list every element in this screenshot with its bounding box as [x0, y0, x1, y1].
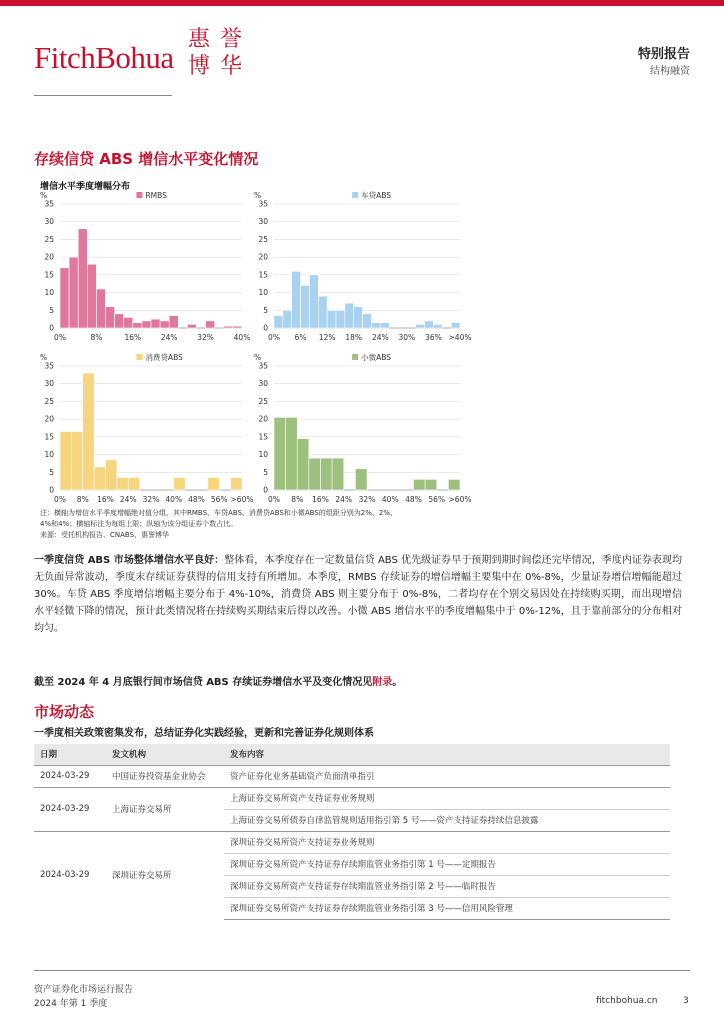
histogram-bar	[448, 479, 460, 490]
y-tick-label: 10	[44, 288, 54, 298]
org-cell: 上海证券交易所	[106, 787, 224, 831]
logo-divider	[34, 95, 172, 96]
y-tick-label: 25	[258, 396, 268, 406]
histogram-bar	[321, 458, 333, 490]
legend-label: 小微ABS	[361, 353, 392, 362]
histogram-bar	[371, 323, 380, 328]
histogram-bar	[224, 326, 233, 328]
y-tick-label: 10	[44, 450, 54, 460]
doc-cell: 上海证券交易所债券自律监管规则适用指引第 5 号——资产支持证券持续信息披露	[230, 816, 539, 826]
histogram-bar	[286, 417, 298, 490]
seal-char: 博	[187, 54, 210, 79]
y-tick-label: 10	[258, 450, 268, 460]
histogram-bar	[355, 469, 367, 490]
appendix-link[interactable]: 附录	[372, 677, 393, 688]
x-tick-label: 40%	[381, 495, 399, 504]
x-tick-label: 8%	[76, 495, 89, 504]
histogram-bar	[106, 307, 115, 328]
seal-char: 誉	[219, 27, 242, 52]
histogram-bar	[133, 323, 142, 328]
y-tick-label: 0	[49, 323, 54, 333]
x-tick-label: 16%	[124, 333, 142, 342]
histogram-bar	[208, 478, 219, 490]
histogram-bar	[60, 268, 69, 328]
analysis-body: 整体看，本季度存在一定数量信贷 ABS 优先级证券早于预期到期时间偿还完毕情况，季度内证券表现均无负面异常波动，季度末存续证券获得的信用支持有所增加。本季度，RMBS 存续证券的增信增幅主要集中在 0%-8%，少量证券增信增幅能超过 30%。车贷 ABS 季度增信增幅主要分布于 4%-10%，消费贷 ABS 则主要分布于 0%-8%，二者均存在个别交易因处在持续购买期，而出现增信水平轻微下降的情况，预计此类情况将在持续购买期结束后得以改善。小微 ABS 增信水平的季度增幅集中于 0%-12%，且于靠前部分的分布相对均匀。	[34, 555, 683, 634]
histogram-bar	[94, 467, 105, 490]
x-tick-label: 56%	[428, 495, 446, 504]
y-axis-unit-label: %	[254, 191, 262, 200]
section-title-market-news: 市场动态	[34, 703, 95, 721]
x-tick-label: 40%	[165, 495, 183, 504]
table-title: 一季度相关政策密集发布，总结证券化实践经验，更新和完善证券化规则体系	[34, 728, 374, 739]
histogram-bar	[83, 373, 94, 490]
footer-divider	[34, 970, 690, 971]
figure-title: 增信水平季度增幅分布	[40, 182, 131, 192]
histogram-bar	[233, 326, 242, 328]
y-tick-label: 30	[44, 217, 54, 227]
histogram-bar	[151, 319, 160, 328]
table-row	[34, 787, 670, 809]
column-header-content: 发布内容	[224, 744, 670, 765]
histogram-bar	[318, 296, 327, 328]
x-tick-label: 30%	[398, 333, 416, 342]
histogram-bar	[206, 321, 215, 328]
top-accent-bar	[0, 0, 724, 6]
x-tick-label: 8%	[90, 333, 103, 342]
y-tick-label: 35	[258, 199, 268, 209]
histogram-bar	[425, 321, 434, 328]
x-tick-label: 32%	[358, 495, 376, 504]
column-header-date: 日期	[34, 744, 106, 765]
legend-swatch	[136, 192, 142, 198]
histogram-bar	[414, 479, 426, 490]
report-subtype: 结构融资	[650, 66, 690, 77]
histogram-bar	[301, 285, 310, 328]
y-tick-label: 20	[44, 414, 54, 424]
org-cell: 中国证券投资基金业协会	[112, 772, 206, 782]
figure-notes	[40, 508, 480, 541]
x-tick-label: 40%	[233, 333, 251, 342]
histogram-bar	[451, 323, 460, 328]
date-cell: 2024-03-29	[40, 771, 90, 781]
org-cell: 深圳证券交易所	[106, 831, 224, 919]
analysis-paragraph	[34, 552, 682, 637]
y-tick-label: 15	[44, 432, 54, 442]
x-tick-label: 6%	[294, 333, 307, 342]
x-tick-label: 0%	[54, 495, 66, 504]
x-tick-label: >60%	[448, 495, 472, 504]
figure-note-line: 注：横轴为增信水平季度增幅绝对值分组，其中RMBS、车贷ABS、消费贷ABS和小微ABS的组距分别为2%、2%、	[40, 509, 397, 517]
date-cell: 2024-03-29	[34, 787, 106, 831]
figure-source: 来源：受托机构报告、CNABS、惠誉博华	[40, 531, 170, 539]
appendix-text: 截至 2024 年 4 月底银行间市场信贷 ABS 存续证券增信水平及变化情况见	[34, 677, 373, 688]
x-tick-label: 8%	[291, 495, 304, 504]
x-tick-label: 0%	[54, 333, 66, 342]
y-tick-label: 20	[44, 252, 54, 262]
policy-table	[34, 744, 670, 920]
y-axis-unit-label: %	[40, 353, 48, 362]
histogram-bar	[117, 478, 128, 490]
x-tick-label: 24%	[335, 495, 353, 504]
x-tick-label: 0%	[268, 495, 280, 504]
histogram-bar	[174, 478, 185, 490]
y-tick-label: 15	[258, 432, 268, 442]
y-tick-label: 30	[258, 217, 268, 227]
histogram-bar	[187, 324, 196, 328]
section-title-credit-enhancement: 存续信贷 ABS 增信水平变化情况	[34, 150, 259, 168]
histogram-bar	[380, 323, 389, 328]
histogram-bar	[124, 317, 133, 328]
y-tick-label: 5	[49, 467, 54, 477]
x-tick-label: 16%	[312, 495, 329, 504]
x-tick-label: 16%	[97, 495, 114, 504]
histogram-bar	[231, 478, 242, 490]
y-tick-label: 25	[258, 234, 268, 244]
doc-cell: 深圳证券交易所资产支持证券业务规则	[224, 831, 670, 853]
histogram-bar	[297, 439, 309, 490]
histogram-bar	[345, 303, 354, 328]
y-tick-label: 35	[44, 361, 54, 371]
logo-seal	[183, 26, 247, 80]
x-tick-label: 36%	[425, 333, 442, 342]
figure-note-line: 4%和4%；横轴标注为每组上限；纵轴为该分组证券个数占比。	[40, 520, 238, 528]
x-tick-label: 12%	[318, 333, 336, 342]
legend-swatch	[352, 354, 358, 360]
doc-cell: 深圳证券交易所资产支持证券存续期监管业务指引第 3 号——信用风险管理	[224, 897, 670, 919]
y-tick-label: 0	[263, 323, 268, 333]
histogram-figure	[30, 186, 470, 512]
histogram-bar	[274, 316, 283, 328]
histogram-bar	[87, 264, 96, 328]
y-axis-unit-label: %	[254, 353, 262, 362]
doc-cell: 资产证券化业务基础资产负面清单指引	[230, 772, 375, 782]
x-tick-label: 32%	[197, 333, 214, 342]
histogram-bar	[292, 271, 301, 328]
doc-cell: 上海证券交易所资产支持证券业务规则	[224, 787, 670, 809]
y-tick-label: 20	[258, 252, 268, 262]
report-type: 特别报告	[637, 47, 690, 62]
table-row	[34, 765, 670, 787]
histogram-bar	[354, 307, 363, 328]
y-tick-label: 25	[44, 234, 54, 244]
legend-label: 消费贷ABS	[145, 353, 183, 362]
legend-swatch	[352, 192, 358, 198]
histogram-bar	[332, 458, 344, 490]
y-tick-label: 35	[258, 361, 268, 371]
y-tick-label: 10	[258, 288, 268, 298]
y-tick-label: 20	[258, 414, 268, 424]
y-tick-label: 5	[263, 467, 268, 477]
legend-label: RMBS	[145, 191, 167, 200]
histogram-bar	[283, 310, 292, 328]
appendix-end: 。	[392, 677, 403, 688]
seal-char: 惠	[187, 27, 210, 52]
histogram-bar	[71, 432, 82, 490]
x-tick-label: 0%	[268, 333, 280, 342]
page-number: 3	[683, 996, 689, 1006]
histogram-bar	[327, 310, 336, 328]
histogram-bar	[416, 324, 425, 328]
y-axis-unit-label: %	[40, 191, 48, 200]
x-tick-label: 56%	[210, 495, 228, 504]
histogram-bar	[309, 275, 318, 328]
x-tick-label: 18%	[345, 333, 363, 342]
histogram-bar	[425, 479, 437, 490]
x-tick-label: 24%	[119, 495, 137, 504]
histogram-bar	[96, 289, 105, 328]
y-tick-label: 15	[258, 270, 268, 280]
table-header-row	[34, 744, 670, 765]
analysis-lead: 一季度信贷 ABS 市场整体增信水平良好：	[34, 555, 225, 566]
x-tick-label: >40%	[448, 333, 472, 342]
y-tick-label: 30	[44, 379, 54, 389]
seal-char: 华	[219, 54, 242, 79]
x-tick-label: 32%	[142, 495, 160, 504]
x-tick-label: >60%	[230, 495, 254, 504]
y-tick-label: 0	[49, 485, 54, 495]
y-tick-label: 5	[263, 305, 268, 315]
x-tick-label: 24%	[160, 333, 178, 342]
y-tick-label: 5	[49, 305, 54, 315]
histogram-bar	[142, 321, 151, 328]
histogram-bar	[115, 314, 124, 328]
footer-website[interactable]: fitchbohua.cn	[596, 996, 658, 1006]
x-tick-label: 48%	[405, 495, 422, 504]
histogram-bar	[69, 257, 78, 328]
appendix-reference	[34, 674, 682, 691]
histogram-bar	[78, 229, 87, 328]
histogram-bar	[128, 478, 139, 490]
doc-cell: 深圳证券交易所资产支持证券存续期监管业务指引第 1 号——定期报告	[224, 853, 670, 875]
histogram-bar	[309, 458, 321, 490]
histogram-bar	[336, 310, 345, 328]
y-tick-label: 15	[44, 270, 54, 280]
x-tick-label: 24%	[371, 333, 389, 342]
column-header-org: 发文机构	[106, 744, 224, 765]
y-tick-label: 0	[263, 485, 268, 495]
y-tick-label: 25	[44, 396, 54, 406]
histogram-bar	[60, 432, 71, 490]
histogram-bar	[363, 314, 372, 328]
histogram-bar	[160, 321, 169, 328]
y-tick-label: 35	[44, 199, 54, 209]
y-tick-label: 30	[258, 379, 268, 389]
histogram-bar	[274, 417, 286, 490]
doc-cell: 深圳证券交易所资产支持证券存续期监管业务指引第 2 号——临时报告	[224, 875, 670, 897]
table-row	[34, 831, 670, 853]
fitchbohua-logo: FitchBohua	[34, 40, 174, 75]
legend-swatch	[136, 354, 142, 360]
legend-label: 车贷ABS	[361, 191, 392, 200]
x-tick-label: 48%	[188, 495, 205, 504]
footer-period: 2024 年第 1 季度	[34, 999, 108, 1009]
date-cell: 2024-03-29	[34, 831, 106, 919]
histogram-bar	[169, 316, 178, 328]
histogram-bar	[433, 324, 442, 328]
histogram-bar	[106, 460, 117, 490]
footer-report-name: 资产证券化市场运行报告	[34, 985, 134, 995]
